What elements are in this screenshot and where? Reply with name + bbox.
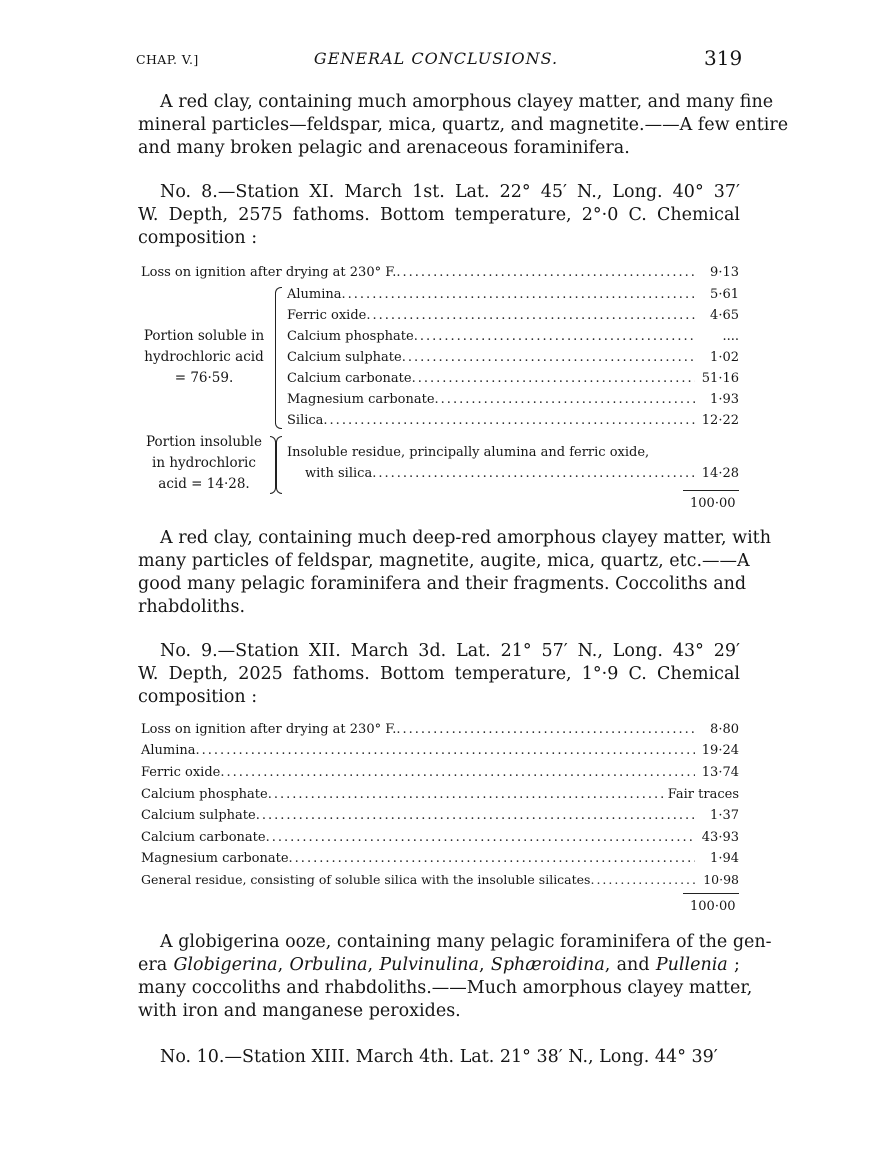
table-row bbox=[141, 828, 739, 848]
table-row bbox=[287, 369, 739, 389]
paragraph-red-clay-1 bbox=[138, 91, 789, 160]
genus-name: Sphæroidina bbox=[490, 955, 605, 975]
label-line: acid = 14·28. bbox=[158, 476, 250, 492]
table-row bbox=[287, 306, 739, 326]
leader-dots bbox=[412, 369, 695, 389]
text-line: A globigerina ooze, containing many pelagic foraminifera of the gen- bbox=[160, 932, 772, 952]
text-line: era Globigerina, Orbulina, Pulvinulina, Sphæroidina, and Pullenia ; bbox=[138, 955, 740, 975]
row-label: Calcium sulphate bbox=[141, 808, 256, 823]
table-row bbox=[141, 849, 739, 869]
row-label: Calcium phosphate bbox=[287, 329, 414, 344]
leader-dots bbox=[266, 828, 695, 848]
label-line: Portion insoluble bbox=[145, 434, 262, 450]
row-value: 1·02 bbox=[710, 350, 739, 365]
row-value: 10·98 bbox=[703, 872, 739, 887]
chapter-label: CHAP. V.] bbox=[136, 52, 199, 67]
label-line: in hydrochloric bbox=[152, 455, 256, 471]
text-line: No. 8.—Station XI. March 1st. Lat. 22° 45′ N., Long. 40° 37′ bbox=[160, 182, 740, 202]
row-value: 5·61 bbox=[710, 287, 739, 302]
row-value: 19·24 bbox=[701, 743, 739, 758]
table-row bbox=[141, 785, 739, 805]
text-line: A red clay, containing much deep-red amorphous clayey matter, with bbox=[160, 528, 771, 548]
row-label: Silica bbox=[287, 413, 324, 428]
table-total: 100·00 bbox=[690, 899, 736, 914]
row-value: 4·65 bbox=[710, 308, 739, 323]
text-line: No. 9.—Station XII. March 3d. Lat. 21° 57′ N., Long. 43° 29′ bbox=[160, 641, 740, 661]
table-row bbox=[305, 464, 739, 484]
paragraph-red-clay-2 bbox=[138, 527, 771, 619]
row-value: 43·93 bbox=[701, 830, 739, 845]
row-label: Loss on ignition after drying at 230° F. bbox=[141, 265, 397, 280]
leader-dots bbox=[323, 411, 695, 431]
page-number: 319 bbox=[704, 46, 743, 70]
label-line: hydrochloric acid bbox=[144, 349, 264, 365]
row-label: Ferric oxide bbox=[287, 308, 367, 323]
row-label: Magnesium carbonate bbox=[141, 851, 289, 866]
text-line: rhabdoliths. bbox=[138, 597, 246, 617]
text-line: A red clay, containing much amorphous clayey matter, and many fine bbox=[160, 92, 774, 112]
row-value: Fair traces bbox=[667, 787, 739, 802]
row-value: 13·74 bbox=[701, 765, 739, 780]
row-value: 8·80 bbox=[710, 722, 739, 737]
text-line: good many pelagic foraminifera and their fragments. Coccoliths and bbox=[138, 574, 747, 594]
station-10-heading bbox=[138, 1046, 740, 1069]
row-value: 51·16 bbox=[701, 371, 739, 386]
leader-dots bbox=[256, 806, 695, 826]
text-line: No. 10.—Station XIII. March 4th. Lat. 21° 38′ N., Long. 44° 39′ bbox=[160, 1047, 718, 1067]
left-brace bbox=[276, 436, 282, 494]
sum-rule bbox=[683, 893, 739, 894]
row-label: Calcium phosphate bbox=[141, 787, 268, 802]
leader-dots bbox=[220, 763, 695, 783]
text-fragment: era bbox=[138, 955, 174, 975]
genus-name: Pulvinulina bbox=[379, 955, 479, 975]
text-line: many particles of feldspar, magnetite, augite, mica, quartz, etc.——A bbox=[138, 551, 750, 571]
genus-name: Orbulina bbox=[289, 955, 368, 975]
text-line: and many broken pelagic and arenaceous foraminifera. bbox=[138, 138, 630, 158]
sum-rule bbox=[683, 490, 739, 491]
row-label: Calcium sulphate bbox=[287, 350, 402, 365]
insoluble-portion-label bbox=[141, 432, 267, 495]
row-label: Alumina bbox=[141, 743, 196, 758]
leader-dots bbox=[402, 348, 695, 368]
table-row bbox=[141, 741, 739, 761]
table-row bbox=[287, 327, 739, 347]
genus-name: Pullenia bbox=[655, 955, 728, 975]
leader-dots bbox=[268, 785, 664, 805]
row-label: Ferric oxide bbox=[141, 765, 221, 780]
leader-dots bbox=[590, 870, 695, 890]
row-label: General residue, consisting of soluble silica with the insoluble silicates bbox=[141, 872, 591, 887]
station-9-heading bbox=[138, 640, 740, 709]
leader-dots bbox=[372, 464, 695, 484]
leader-dots bbox=[435, 390, 695, 410]
leader-dots bbox=[396, 720, 695, 740]
leader-dots bbox=[366, 306, 695, 326]
row-label: Loss on ignition after drying at 230° F. bbox=[141, 722, 397, 737]
label-line: = 76·59. bbox=[174, 370, 234, 386]
row-label: Insoluble residue, principally alumina and ferric oxide, bbox=[287, 445, 650, 460]
row-value: 14·28 bbox=[701, 466, 739, 481]
table-row bbox=[287, 285, 739, 305]
text-line: W. Depth, 2025 fathoms. Bottom temperature, 1°·9 C. Chemical bbox=[138, 664, 740, 684]
paragraph-globigerina-ooze bbox=[138, 931, 772, 1023]
genus-name: Globigerina bbox=[173, 955, 278, 975]
leader-dots bbox=[342, 285, 695, 305]
table-row bbox=[287, 390, 739, 410]
running-title: GENERAL CONCLUSIONS. bbox=[313, 49, 559, 68]
table-total: 100·00 bbox=[690, 496, 736, 511]
label-line: Portion soluble in bbox=[143, 328, 265, 344]
text-line: composition : bbox=[138, 687, 258, 707]
text-line: mineral particles—feldspar, mica, quartz, and magnetite.——A few entire bbox=[138, 115, 789, 135]
table-row-loss bbox=[141, 263, 739, 283]
row-label: with silica bbox=[305, 466, 373, 481]
row-value: 1·94 bbox=[710, 851, 739, 866]
row-label: Calcium carbonate bbox=[287, 371, 412, 386]
table-row bbox=[141, 870, 739, 890]
row-value: 12·22 bbox=[701, 413, 739, 428]
text-line: W. Depth, 2575 fathoms. Bottom temperature, 2°·0 C. Chemical bbox=[138, 205, 740, 225]
text-line: many coccoliths and rhabdoliths.——Much amorphous clayey matter, bbox=[138, 978, 753, 998]
table-row bbox=[287, 348, 739, 368]
left-brace bbox=[275, 287, 282, 429]
station-8-heading bbox=[138, 181, 740, 250]
table-row bbox=[287, 411, 739, 431]
leader-dots bbox=[196, 741, 695, 761]
row-label: Magnesium carbonate bbox=[287, 392, 435, 407]
table-row-insoluble-desc bbox=[287, 443, 739, 463]
row-value: .... bbox=[722, 329, 739, 344]
leader-dots bbox=[396, 263, 695, 283]
table-row bbox=[141, 763, 739, 783]
table-row bbox=[141, 720, 739, 740]
row-label: Calcium carbonate bbox=[141, 830, 266, 845]
text-line: composition : bbox=[138, 228, 258, 248]
row-label: Alumina bbox=[287, 287, 342, 302]
row-value: 1·37 bbox=[710, 808, 739, 823]
soluble-portion-label bbox=[141, 326, 267, 389]
leader-dots bbox=[289, 849, 695, 869]
row-value: 9·13 bbox=[710, 265, 739, 280]
leader-dots bbox=[414, 327, 695, 347]
table-row bbox=[141, 806, 739, 826]
text-fragment: and bbox=[616, 955, 650, 975]
row-value: 1·93 bbox=[710, 392, 739, 407]
text-line: with iron and manganese peroxides. bbox=[138, 1001, 461, 1021]
